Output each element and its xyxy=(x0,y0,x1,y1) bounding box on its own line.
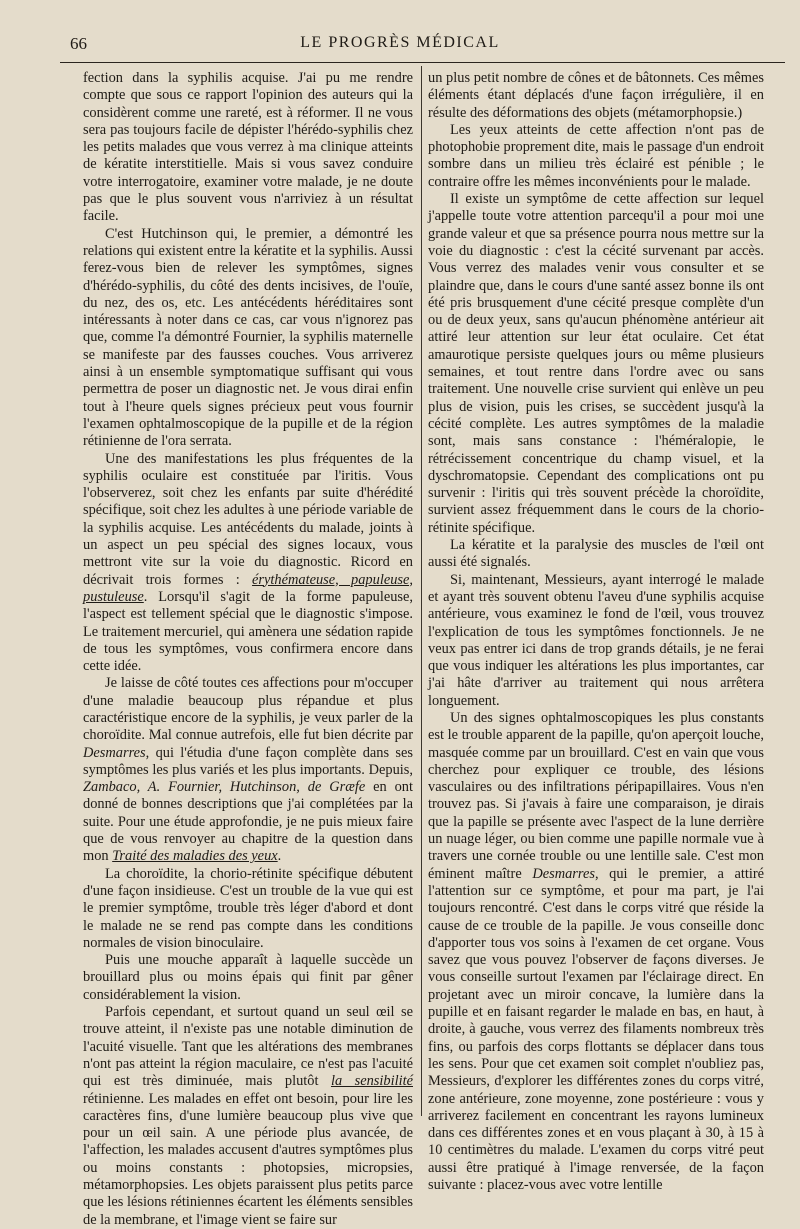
text-run: . xyxy=(277,848,282,865)
text-run: Les yeux atteints de cette affection n'ont pas de photophobie proprement dite, mais le passage d'un endroit sombre dans un milieu très éclairé est pénible ; le contraire offre les mêmes inconvénients pour le malade. xyxy=(428,121,764,190)
left-column xyxy=(83,70,413,1228)
text-run: fection dans la syphilis acquise. J'ai pu me rendre compte que sous ce rapport l'opinion des auteurs qui la considèrent comme une rareté, est à réformer. Il ne vous sera pas toujours facile de dépister l'hérédo-syphilis chez les petits malades que vous verrez à ma clinique atteints de kératite interstitielle. Mais si vous savez conduire votre interrogatoire, examiner votre malade, je ne doute pas que le plus souvent vous n'arriviez à un résultat facile. xyxy=(83,70,413,225)
paragraph xyxy=(83,226,413,451)
paragraph xyxy=(83,952,413,1004)
column-divider xyxy=(421,66,422,1116)
paragraph xyxy=(83,675,413,865)
emphasis-text: Desmarres xyxy=(83,744,146,761)
paragraph xyxy=(83,70,413,226)
paragraph xyxy=(428,191,764,537)
paragraph xyxy=(428,537,764,572)
text-run: , qui l'étudia d'une façon complète dans ses symptômes les plus variés et les plus importants. Depuis, xyxy=(83,744,413,778)
text-run: Une des manifestations les plus fréquentes de la syphilis oculaire est constituée par l'iritis. Vous l'observerez, soit chez les enfants par suite d'hérédité spécifique, soit chez les adultes à une période variable de la syphilis acquise. Les antécédents du malade, joints à un aspect un peu spécial des signes locaux, vous mettront vite sur la voie du diagnostic. Ricord en décrivait trois formes : xyxy=(83,450,413,588)
text-run: Je laisse de côté toutes ces affections pour m'occuper d'une maladie beaucoup plus répandue et plus caractéristique encore de la syphilis, je veux parler de la choroïdite. Mal connue autrefois, elle fut bien décrite par xyxy=(83,675,413,744)
text-run: un plus petit nombre de cônes et de bâtonnets. Ces mêmes éléments étant déplacés d'une façon irrégulière, il en résulte des déformations des objets (métamorphopsie.) xyxy=(428,70,764,121)
text-run: La choroïdite, la chorio-rétinite spécifique débutent d'une façon insidieuse. C'est un trouble de la vue qui est le premier symptôme, trouble très léger d'abord et dont le malade ne se rend pas compte dans les conditions normales de vision binoculaire. xyxy=(83,865,413,951)
text-run: La kératite et la paralysie des muscles de l'œil ont aussi été signalés. xyxy=(428,537,764,571)
header-rule xyxy=(60,62,785,63)
right-column xyxy=(428,70,765,1193)
text-run: Puis une mouche apparaît à laquelle succède un brouillard plus ou moins épais qui finit par gêner considérablement la vision. xyxy=(83,952,413,1003)
text-run: en ont donné de bonnes descriptions que j'ai complétées par la suite. Pour une étude approfondie, je ne puis mieux faire que de vous renvoyer au chapitre de la question dans mon xyxy=(83,779,413,865)
paragraph xyxy=(83,1004,413,1229)
paragraph xyxy=(428,572,764,710)
text-run: Parfois cependant, et surtout quand un seul œil se trouve atteint, il n'existe pas une notable diminution de l'acuité visuelle. Tant que les altérations des membranes n'ont pas atteint la région maculaire, ce n'est pas l'acuité qui est très diminuée, mais plutôt xyxy=(83,1004,413,1090)
paragraph xyxy=(428,122,764,191)
page-number: 66 xyxy=(70,34,87,53)
emphasis-text: érythémateuse, papuleuse, pustuleuse xyxy=(83,571,413,605)
paragraph xyxy=(83,866,413,952)
text-run: Il existe un symptôme de cette affection sur lequel j'appelle toute votre attention parcequ'il a pour moi une grande valeur et que sa présence pourra nous mettre sur la voie du diagnostic : c'est la cécité survenant par accès. Vous verrez des malades venir vous consulter et se plaindre que, dans le cours d'une santé assez bonne ils ont été pris brusquement d'une cécité presque complète d'un ou de deux yeux, sans qu'aucun phénomène antérieur ait attiré leur attention sur leur état oculaire. Cet état amaurotique persiste quelques jours ou même plusieurs semaines, et tout rentre dans l'ordre avec ou sans traitement. Une nouvelle crise survient qui enlève un peu plus de vision, puis les crises, se succèdent jusqu'à la cécité complète. Les autres symptômes de la maladie sont, mais sans constance : l'héméralopie, le rétrécissement concentrique du champ visuel, et la dyschromatopsie. Cependant des complications ont pu survenir : l'iritis qui très souvent précède la choroïdite, survient assez fréquemment dans le cours de la chorio-rétinite spécifique. xyxy=(428,191,764,536)
text-run: Un des signes ophtalmoscopiques les plus constants est le trouble apparent de la papille, qu'on aperçoit louche, masquée comme par un brouillard. C'est en vain que vous cherchez pour expliquer ce trouble, des lésions vasculaires ou des infiltrations péripapillaires. Vous n'en trouvez pas. Si j'avais à faire une comparaison, je dirais que la papille se présente avec l'aspect de la lune derrière un nuage léger, ou bien comme une papille normale vue à travers une cornée trouble ou une lentille sale. C'est mon éminent maître xyxy=(428,709,764,882)
running-head xyxy=(0,30,800,58)
emphasis-text: Traité des maladies des yeux xyxy=(112,848,278,865)
text-run: . Lorsqu'il s'agit de la forme papuleuse, l'aspect est tellement spécial que le diagnostic s'impose. Le traitement mercuriel, qui amènera une sédation rapide de tous les symptômes, vous confirmera encore dans cette idée. xyxy=(83,588,413,675)
paragraph xyxy=(428,70,764,122)
text-run: , qui le premier, a attiré l'attention sur ce symptôme, et pour ma part, je l'ai toujours rencontré. C'est dans le corps vitré que réside la cause de ce trouble de la papille. Je vous conseille donc d'apporter tous vos soins à l'examen de cet organe. Vous savez que vous pouvez l'observer de façons diverses. Je vous conseille surtout l'examen par l'éclairage direct. En projetant avec un miroir concave, la lumière dans la pupille et en faisant regarder le malade en bas, en haut, à droite, à gauche, vous verrez des filaments nombreux très fins, ou parfois des corps flottants se déplacer dans tous les sens. Pour que cet examen soit complet n'oubliez pas, Messieurs, d'explorer les différentes zones du corps vitré, zone antérieure, zone moyenne, zone postérieure : vous y arriverez facilement en concentrant les rayons lumineux dans ces différentes zones et en vous plaçant à 30, à 15 à 10 centimètres du malade. L'examen du corps vitré peut aussi être pratiqué à l'image renversée, de la façon suivante : placez-vous avec votre lentille xyxy=(428,865,765,1193)
text-run: rétinienne. Les malades en effet ont besoin, pour lire les caractères fins, d'une lumière beaucoup plus vive que pour un œil sain. A une période plus avancée, de l'affection, les malades accusent d'autres symptômes plus ou moins constants : photopsies, micropsies, métamorphopsies. Les objets paraissent plus petits parce que les lésions rétiniennes écartent les éléments sensibles de la membrane, et l'image vient se faire sur xyxy=(83,1090,413,1228)
paragraph xyxy=(428,710,764,1194)
paragraph xyxy=(83,451,413,676)
emphasis-text: Desmarres xyxy=(532,865,595,882)
text-run: Si, maintenant, Messieurs, ayant interrogé le malade et ayant très souvent obtenu l'aveu d'une syphilis acquise antérieure, vous examinez le fond de l'œil, vous trouvez l'explication de tous les symptômes fonctionnels. Je ne veux pas entrer ici dans de trop grands détails, je ne ferai que vous indiquer les altérations les plus importantes, car j'ai hâte d'arriver au traitement qui nous arrêtera longuement. xyxy=(428,571,764,709)
text-run: C'est Hutchinson qui, le premier, a démontré les relations qui existent entre la kératite et la syphilis. Aussi ferez-vous bien de relever les symptômes, signes d'hérédo-syphilis, du côté des dents incisives, de l'ouïe, du nez, des os, etc. Les antécédents héréditaires sont intéressants à noter dans ce cas, car vous n'ignorez pas que, comme l'a démontré Fournier, la syphilis maternelle se manifeste par des fausses couches. Vous arriverez ainsi à un ensemble symptomatique suffisant qui vous permettra de poser un diagnostic net. Je vous dirai enfin tout à l'heure quels signes précieux peut vous fournir l'examen ophtalmoscopique de la pupille et de la région rétinienne de l'ora serrata. xyxy=(83,225,413,450)
emphasis-text: la sensibilité xyxy=(330,1073,413,1090)
emphasis-text: Zambaco, A. Fournier, Hutchinson, de Græfe xyxy=(83,779,366,796)
journal-title: LE PROGRÈS MÉDICAL xyxy=(300,34,500,51)
